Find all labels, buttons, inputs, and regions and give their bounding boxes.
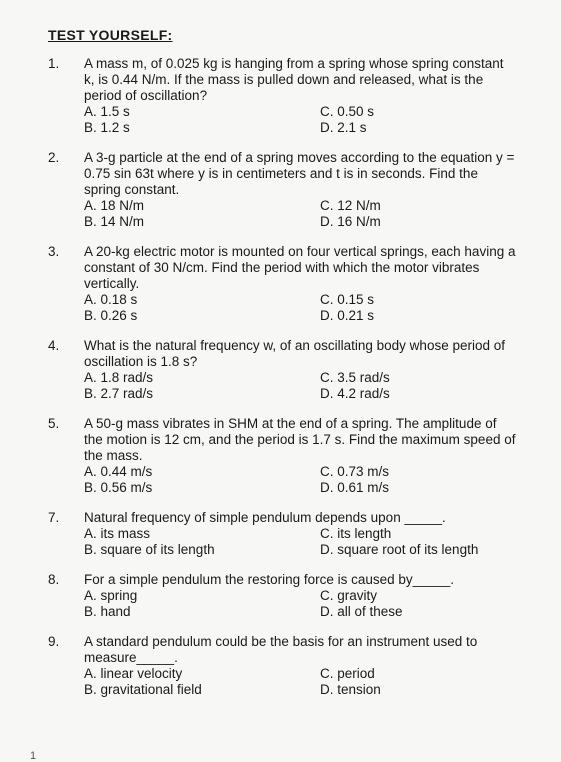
question-number: 2. [48,150,60,165]
question-4 [48,338,541,401]
choice-a: A. 1.8 rad/s [84,370,154,385]
question-stem: A standard pendulum could be the basis for an instrument used to measure_____. [84,634,478,665]
question-number: 1. [48,56,60,71]
question-stem: A 20-kg electric motor is mounted on four vertical springs, each having a constant of 30 N/cm. Find the period with which the motor vibrates vertically. [84,244,516,291]
answer-choices [84,526,541,557]
question-8 [48,572,541,619]
page-heading: TEST YOURSELF: [48,27,173,43]
choice-c: C. its length [320,526,392,541]
choice-b: B. square of its length [84,541,215,557]
question-stem: Natural frequency of simple pendulum depends upon _____. [84,510,446,525]
question-3 [48,244,541,323]
choice-a: A. its mass [84,526,151,541]
choice-b: B. 0.56 m/s [84,479,153,495]
question-1 [48,56,541,135]
choice-c: C. 0.50 s [320,104,375,119]
choice-a: A. linear velocity [84,666,183,681]
choice-c: C. 12 N/m [320,198,381,213]
question-number: 3. [48,244,60,259]
choice-d: D. 0.61 m/s [320,479,390,495]
choice-b: B. 14 N/m [84,213,145,229]
choice-c: C. period [320,666,375,681]
answer-choices [84,464,541,495]
choice-b: B. 0.26 s [84,307,138,323]
question-number: 7. [48,510,60,525]
answer-choices [84,104,541,135]
choice-d: D. 0.21 s [320,307,375,323]
choice-b: B. 1.2 s [84,119,130,135]
choice-b: B. gravitational field [84,681,202,697]
question-number: 9. [48,634,60,649]
choice-b: B. 2.7 rad/s [84,385,154,401]
choice-b: B. hand [84,603,131,619]
answer-choices [84,292,541,323]
choice-d: D. 16 N/m [320,213,381,229]
choice-c: C. 0.15 s [320,292,375,307]
question-number: 8. [48,572,60,587]
choice-a: A. 0.44 m/s [84,464,153,479]
choice-c: C. 3.5 rad/s [320,370,390,385]
question-stem: What is the natural frequency w, of an oscillating body whose period of oscillation is 1.8 s? [84,338,505,369]
answer-choices [84,666,541,697]
question-2 [48,150,541,229]
question-9 [48,634,541,697]
answer-choices [84,370,541,401]
choice-c: C. gravity [320,588,378,603]
answer-choices [84,198,541,229]
choice-d: D. 4.2 rad/s [320,385,390,401]
question-stem: A 3-g particle at the end of a spring moves according to the equation y = 0.75 sin 63t where y is in centimeters and t is in seconds. Find the spring constant. [84,150,515,197]
answer-choices [84,588,541,619]
question-number: 4. [48,338,60,353]
question-number: 5. [48,416,60,431]
choice-a: A. 1.5 s [84,104,130,119]
choice-a: A. 0.18 s [84,292,138,307]
question-stem: A mass m, of 0.025 kg is hanging from a spring whose spring constant k, is 0.44 N/m. If the mass is pulled down and released, what is the period of oscillation? [84,56,504,103]
choice-d: D. all of these [320,603,403,619]
choice-c: C. 0.73 m/s [320,464,390,479]
choice-a: A. 18 N/m [84,198,145,213]
page-footer-mark: 1 [30,750,37,762]
choice-d: D. 2.1 s [320,119,367,135]
question-5 [48,416,541,495]
choice-a: A. spring [84,588,138,603]
question-stem: For a simple pendulum the restoring force is caused by_____. [84,572,454,587]
choice-d: D. square root of its length [320,541,479,557]
question-7 [48,510,541,557]
question-stem: A 50-g mass vibrates in SHM at the end of a spring. The amplitude of the motion is 12 cm, and the period is 1.7 s. Find the maximum speed of the mass. [84,416,516,463]
choice-d: D. tension [320,681,381,697]
